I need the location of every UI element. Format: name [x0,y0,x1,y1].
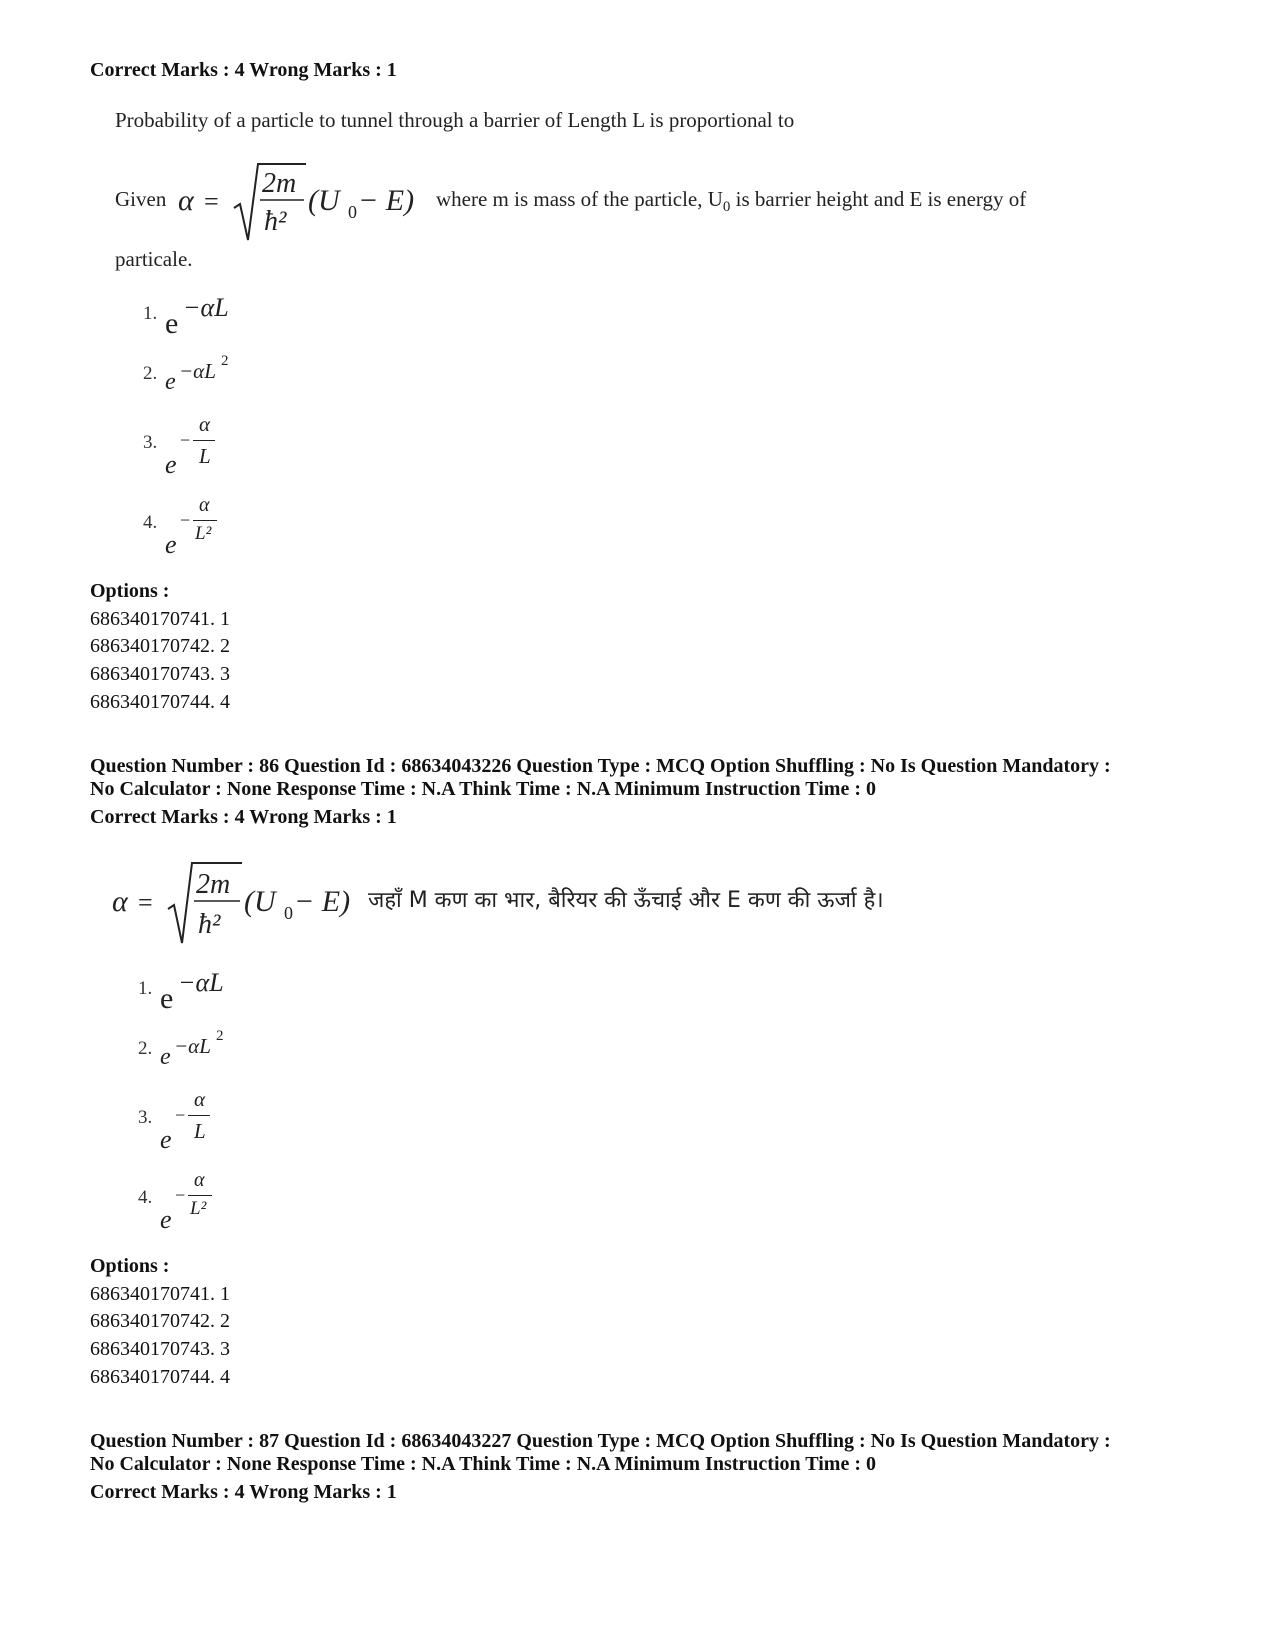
choice-1-exp: −αL [183,293,229,322]
alpha-symbol: α [112,885,128,918]
choice-2-exp: −αL [179,359,216,383]
paren-sub: 0 [348,202,357,222]
choice-4-base: e [160,1205,172,1234]
choice-4-fraction-bar [193,520,217,521]
hindi-description: जहाँ M कण का भार, बैरियर की ऊँचाई और E कण की ऊर्जा है। [368,888,884,913]
question-header: Question Number : 87 Question Id : 68634043227 Question Type : MCQ Option Shuffling : No Is Question Mandatory : [90,1430,1111,1452]
question-header-cont: No Calculator : None Response Time : N.A Think Time : N.A Minimum Instruction Time : 0 [90,778,876,800]
choice-2: 2. e −αL 2 [138,1028,224,1070]
fraction-denominator: ħ² [198,909,221,940]
given-label: Given [115,187,167,211]
alpha-symbol: α [178,184,194,217]
alpha-formula [112,855,372,947]
choice-1: 1. e −αL [138,968,224,1015]
paren-expr: (U [308,184,340,217]
choice-2-base: e [160,1044,171,1070]
fraction-numerator: 2m [196,869,231,900]
question-header: Question Number : 86 Question Id : 68634043226 Question Type : MCQ Option Shuffling : No Is Question Mandatory : [90,755,1111,777]
choice-1-base: e [160,982,174,1015]
option-row: 686340170743. 3 [90,663,230,685]
choice-3: 3. e − α L [143,410,283,480]
options-label: Options : [90,1255,170,1277]
paren-tail: − E) [294,885,351,918]
choice-1: 1. e −αL [143,293,229,340]
marks-line: Correct Marks : 4 Wrong Marks : 1 [90,806,397,828]
choice-2: 2. e −αL 2 [143,353,229,395]
choice-2-base: e [165,369,176,395]
choice-4-fraction-bar [188,1195,212,1196]
equals-sign: = [204,187,219,216]
choice-2-sup: 2 [216,1028,224,1044]
paren-tail: − E) [358,184,415,217]
option-row: 686340170741. 1 [90,1283,230,1305]
fraction-numerator: 2m [262,168,297,199]
choice-2-exp: −αL [174,1034,211,1058]
choice-1-base: e [165,307,179,340]
choice-2-sup: 2 [221,353,229,369]
option-row: 686340170741. 1 [90,608,230,630]
choice-3-fraction-bar [193,440,215,441]
given-description-cont: particale. [115,247,193,271]
fraction-denominator: ħ² [264,206,287,237]
option-row: 686340170742. 2 [90,635,230,657]
marks-line: Correct Marks : 4 Wrong Marks : 1 [90,59,397,81]
options-label: Options : [90,580,170,602]
choice-3: 3. e − α L [138,1085,278,1155]
option-row: 686340170742. 2 [90,1310,230,1332]
marks-line: Correct Marks : 4 Wrong Marks : 1 [90,1481,397,1503]
option-row: 686340170743. 3 [90,1338,230,1360]
paren-sub: 0 [284,903,293,923]
choice-4: 4. e − α L² [143,490,283,560]
choice-3-fraction-bar [188,1115,210,1116]
choice-4-base: e [165,530,177,559]
choice-3-base: e [160,1125,172,1154]
alpha-formula [178,158,428,248]
given-description: where m is mass of the particle, $U_0$ is barrier height and E is energy of [436,187,1027,216]
question-text: Probability of a particle to tunnel through a barrier of Length L is proportional to [115,108,795,132]
option-row: 686340170744. 4 [90,1366,230,1388]
option-row: 686340170744. 4 [90,691,230,713]
question-header-cont: No Calculator : None Response Time : N.A Think Time : N.A Minimum Instruction Time : 0 [90,1453,876,1475]
equals-sign: = [138,888,153,917]
formula-svg [178,158,428,248]
paren-expr: (U [244,885,276,918]
choice-3-base: e [165,450,177,479]
choice-4: 4. e − α L² [138,1165,278,1235]
formula-svg [112,855,372,947]
choice-1-exp: −αL [178,968,224,997]
